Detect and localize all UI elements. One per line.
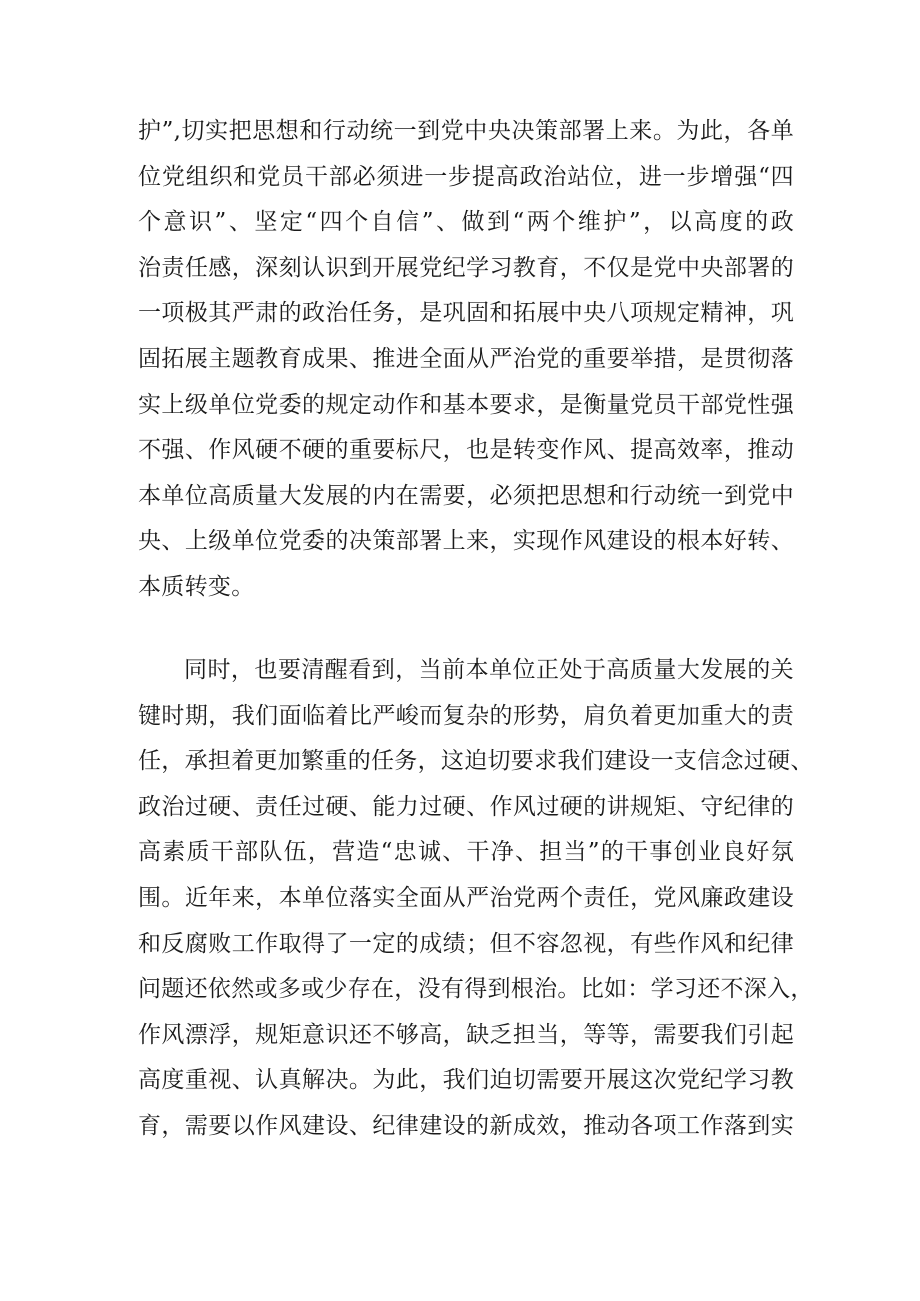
text-line: 键时期，我们面临着比严峻而复杂的形势，肩负着更加重大的责 bbox=[138, 702, 794, 729]
text-line: 任，承担着更加繁重的任务，这迫切要求我们建设一支信念过硬、 bbox=[138, 748, 814, 775]
text-line: 作风漂浮，规矩意识还不够高，缺乏担当，等等，需要我们引起 bbox=[138, 1021, 794, 1048]
text-line: 一项极其严肃的政治任务，是巩固和拓展中央八项规定精神，巩 bbox=[138, 300, 794, 327]
text-line: 不强、作风硬不硬的重要标尺，也是转变作风、提高效率，推动 bbox=[138, 437, 794, 464]
text-line: 和反腐败工作取得了一定的成绩；但不容忽视，有些作风和纪律 bbox=[138, 930, 794, 957]
text-line: 央、上级单位党委的决策部署上来，实现作风建设的根本好转、 bbox=[138, 528, 794, 555]
text-line: 实上级单位党委的规定动作和基本要求，是衡量党员干部党性强 bbox=[138, 391, 794, 418]
text-line: 高素质干部队伍，营造“忠诚、干净、担当”的干事创业良好氛 bbox=[138, 839, 794, 866]
text-line: 政治过硬、责任过硬、能力过硬、作风过硬的讲规矩、守纪律的 bbox=[138, 793, 794, 820]
text-line: 位党组织和党员干部必须进一步提高政治站位，进一步增强“四 bbox=[138, 163, 794, 190]
text-line: 问题还依然或多或少存在，没有得到根治。比如：学习还不深入， bbox=[138, 976, 814, 1003]
text-line: 护”,切实把思想和行动统一到党中央决策部署上来。为此，各单 bbox=[138, 118, 794, 144]
text-line: 固拓展主题教育成果、推进全面从严治党的重要举措，是贯彻落 bbox=[138, 345, 794, 372]
text-line: 个意识”、坚定“四个自信”、做到“两个维护”，以高度的政 bbox=[138, 209, 794, 236]
text-line: 治责任感，深刻认识到开展党纪学习教育，不仅是党中央部署的 bbox=[138, 254, 794, 281]
text-line: 高度重视、认真解决。为此，我们迫切需要开展这次党纪学习教 bbox=[138, 1067, 794, 1094]
text-line: 本单位高质量大发展的内在需要，必须把思想和行动统一到党中 bbox=[138, 482, 794, 509]
paragraph-2 bbox=[138, 648, 814, 1150]
text-line: 育，需要以作风建设、纪律建设的新成效，推动各项工作落到实 bbox=[138, 1112, 794, 1139]
paragraph-1 bbox=[138, 109, 794, 611]
text-line: 同时，也要清醒看到，当前本单位正处于高质量大发展的关 bbox=[184, 657, 794, 683]
text-line: 围。近年来，本单位落实全面从严治党两个责任，党风廉政建设 bbox=[138, 884, 794, 911]
text-line: 本质转变。 bbox=[138, 573, 255, 600]
